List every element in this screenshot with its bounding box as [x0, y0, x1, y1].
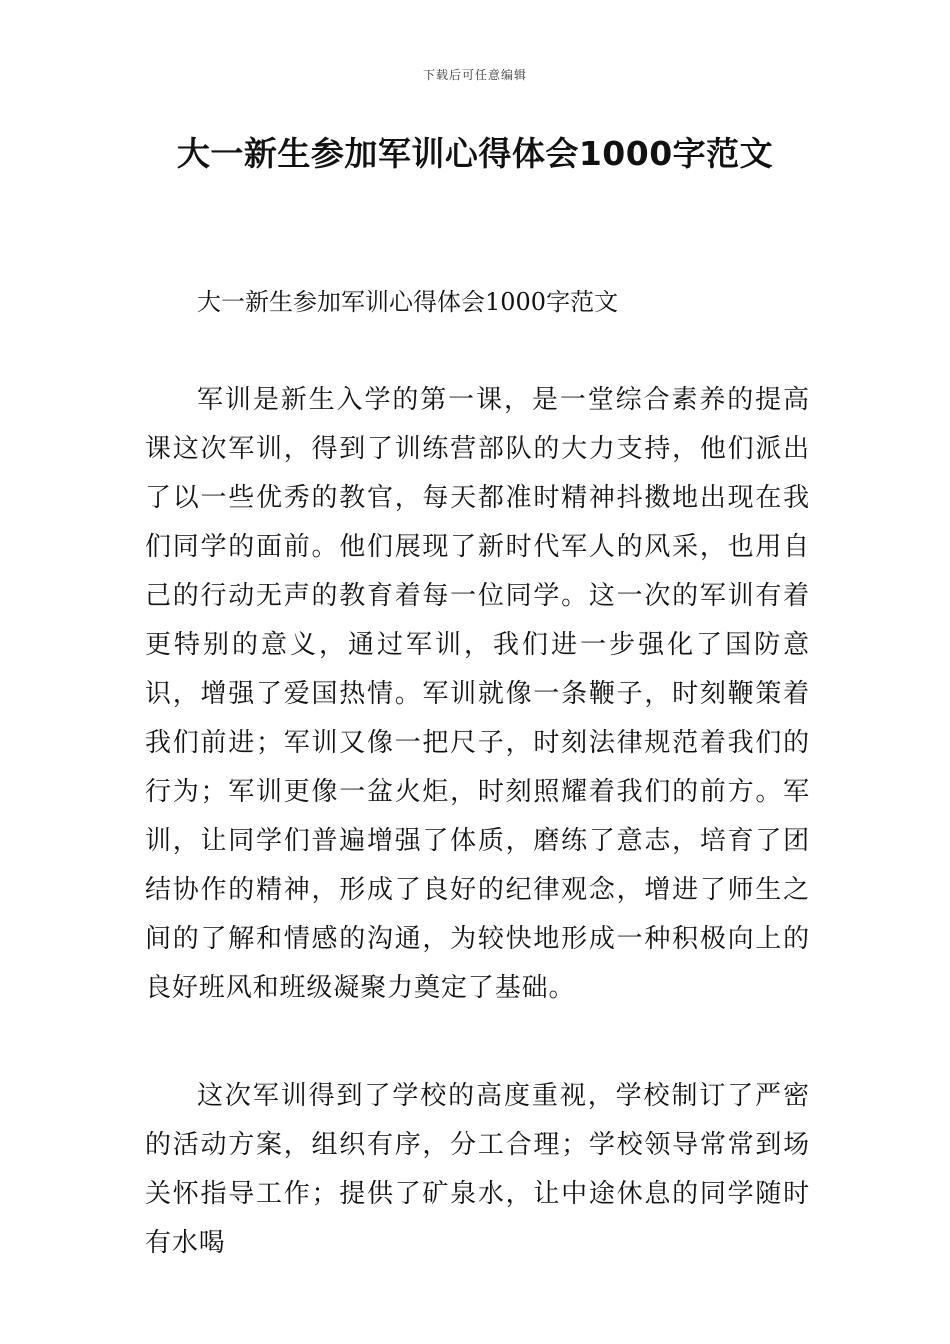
body-paragraph-2: 这次军训得到了学校的高度重视，学校制订了严密的活动方案，组织有序，分工合理；学校领导常常到场关怀指导工作；提供了矿泉水，让中途休息的同学随时有水喝: [145, 1081, 810, 1258]
document-title: 大一新生参加军训心得体会1000字范文: [176, 134, 774, 173]
body-paragraph-1: 军训是新生入学的第一课，是一堂综合素养的提高课这次军训，得到了训练营部队的大力支持，他们派出了以一些优秀的教官，每天都准时精神抖擞地出现在我们同学的面前。他们展现了新时代军人的风采，也用自己的行动无声的教育着每一位同学。这一次的军训有着更特别的意义，通过军训，我们进一步强化了国防意识，增强了爱国热情。军训就像一条鞭子，时刻鞭策着我们前进；军训又像一把尺子，时刻法律规范着我们的行为；军训更像一盆火炬，时刻照耀着我们的前方。军训，让同学们普遍增强了体质，磨练了意志，培育了团结协作的精神，形成了良好的纪律观念，增进了师生之间的了解和情感的沟通，为较快地形成一种积极向上的良好班风和班级凝聚力奠定了基础。: [145, 385, 810, 1003]
header-note: 下载后可任意编辑: [422, 68, 527, 82]
document-subtitle: 大一新生参加军训心得体会1000字范文: [197, 288, 619, 316]
